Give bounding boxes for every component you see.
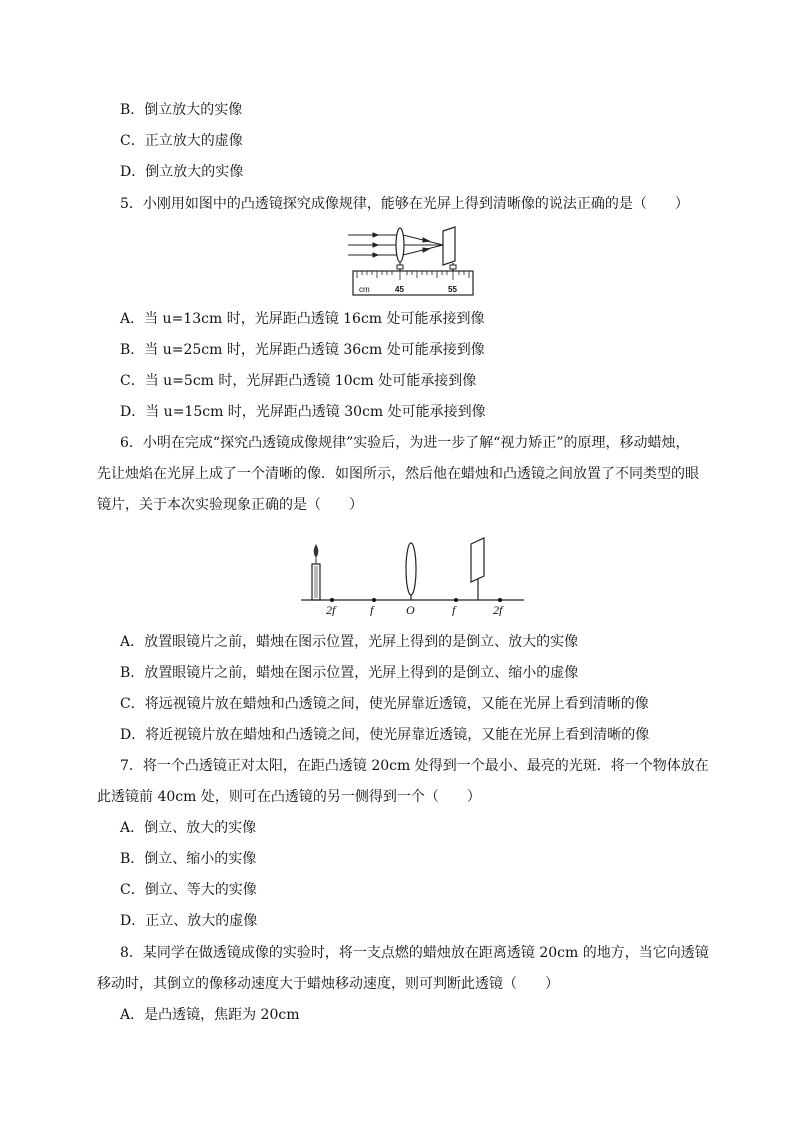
q5-lens-ruler-figure <box>345 225 475 297</box>
q5-screen <box>443 227 455 265</box>
q7-option-a: A．倒立、放大的实像 <box>120 820 257 836</box>
q6-optical-bench-figure <box>298 536 528 616</box>
q6-stem-line-3: 镜片，关于本次实验现象正确的是（ ） <box>97 497 363 513</box>
q5-option-a: A．当 u=13cm 时，光屏距凸透镜 16cm 处可能承接到像 <box>120 311 485 327</box>
q4-option-d: D．倒立放大的实像 <box>120 164 244 180</box>
q6-option-d: D．将近视镜片放在蜡烛和凸透镜之间，使光屏靠近透镜，又能在光屏上看到清晰的像 <box>120 727 650 743</box>
q6-label-o: O <box>406 603 415 616</box>
q8-stem-line-2: 移动时，其倒立的像移动速度大于蜡烛移动速度，则可判断此透镜（ ） <box>97 976 559 992</box>
q6-label-left-2f: 2f <box>326 603 336 616</box>
q6-candle <box>312 544 320 600</box>
q5-option-b: B．当 u=25cm 时，光屏距凸透镜 36cm 处可能承接到像 <box>120 342 485 358</box>
q5-stem: 5．小刚用如图中的凸透镜探究成像规律，能够在光屏上得到清晰像的说法正确的是（ ） <box>120 196 689 212</box>
q7-option-b: B．倒立、缩小的实像 <box>120 851 257 867</box>
q6-option-a: A．放置眼镜片之前，蜡烛在图示位置，光屏上得到的是倒立、放大的实像 <box>120 634 579 650</box>
q7-stem-line-1: 7．将一个凸透镜正对太阳，在距凸透镜 20cm 处得到一个最小、最亮的光斑．将一个物体放在 <box>120 758 709 774</box>
q6-stem-line-1: 6．小明在完成“探究凸透镜成像规律”实验后，为进一步了解“视力矫正”的原理，移动蜡烛， <box>120 435 690 451</box>
q6-lens <box>406 543 416 595</box>
q7-option-c: C．倒立、等大的实像 <box>120 882 257 898</box>
q5-ruler-unit: cm <box>359 285 370 294</box>
q5-lens-mark: 45 <box>395 285 404 294</box>
q8-option-a: A．是凸透镜，焦距为 20cm <box>120 1007 300 1023</box>
q6-screen <box>471 538 484 582</box>
q5-option-c: C．当 u=5cm 时，光屏距凸透镜 10cm 处可能承接到像 <box>120 373 477 389</box>
q7-option-d: D．正立、放大的虚像 <box>120 913 258 929</box>
q6-label-right-f: f <box>452 603 456 616</box>
q6-option-b: B．放置眼镜片之前，蜡烛在图示位置，光屏上得到的是倒立、缩小的虚像 <box>120 665 579 681</box>
q5-screen-mark: 55 <box>448 285 457 294</box>
q4-option-b: B．倒立放大的实像 <box>120 102 243 118</box>
q6-label-right-2f: 2f <box>493 603 503 616</box>
q5-lens <box>396 228 404 262</box>
q6-label-left-f: f <box>370 603 374 616</box>
q7-stem-line-2: 此透镜前 40cm 处，则可在凸透镜的另一侧得到一个（ ） <box>97 789 481 805</box>
q6-stem-line-2: 先让烛焰在光屏上成了一个清晰的像．如图所示，然后他在蜡烛和凸透镜之间放置了不同类型的眼 <box>97 466 699 482</box>
q8-stem-line-1: 8．某同学在做透镜成像的实验时，将一支点燃的蜡烛放在距离透镜 20cm 的地方，当它向透镜 <box>120 945 709 961</box>
q5-option-d: D．当 u=15cm 时，光屏距凸透镜 30cm 处可能承接到像 <box>120 404 486 420</box>
q4-option-c: C．正立放大的虚像 <box>120 133 243 149</box>
q6-option-c: C．将远视镜片放在蜡烛和凸透镜之间，使光屏靠近透镜，又能在光屏上看到清晰的像 <box>120 696 649 712</box>
